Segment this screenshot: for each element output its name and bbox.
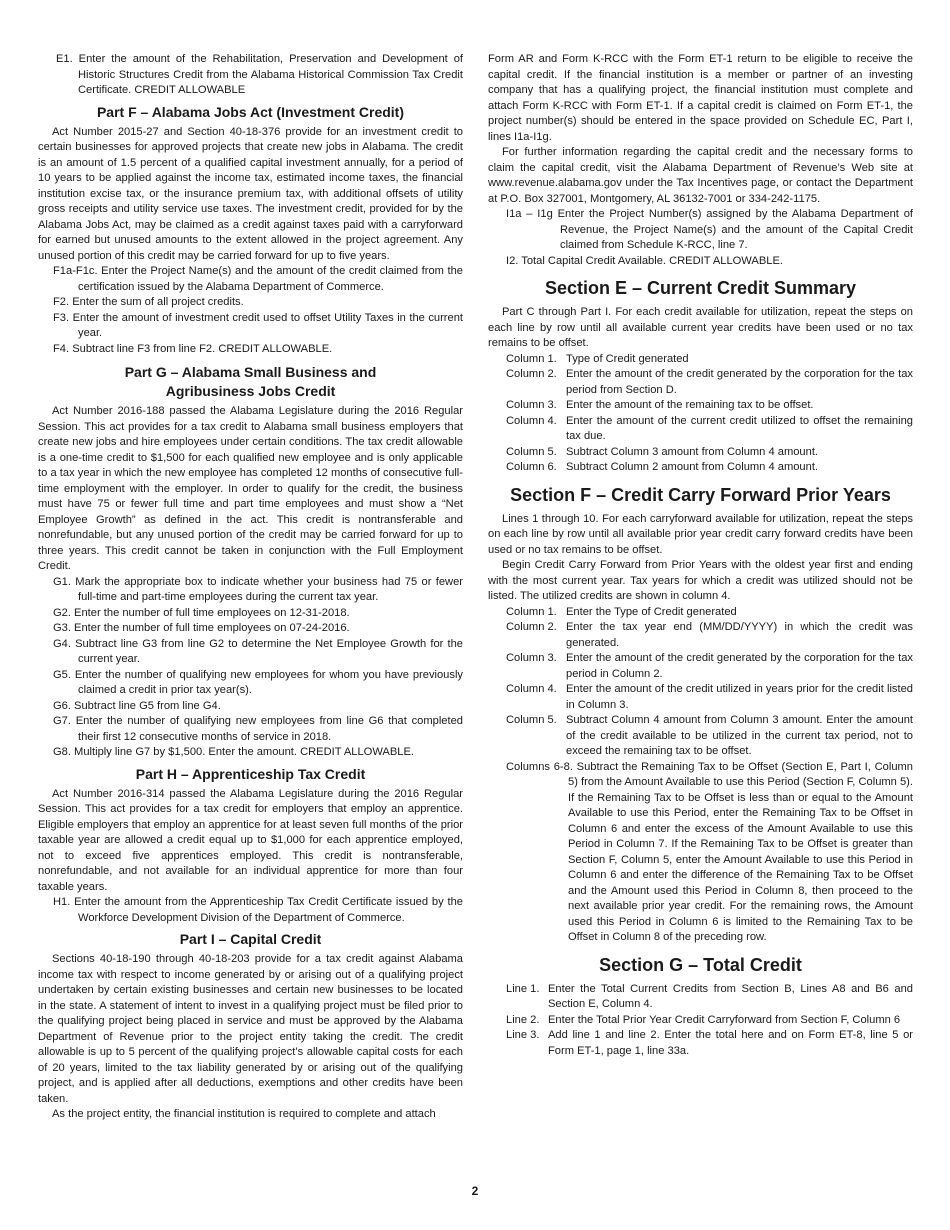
column-label: Column 4. (506, 683, 557, 695)
e1-item: E1. Enter the amount of the Rehabilitation, Preservation and Development of Historic Structures Credit from the Alabama Historical Commission Tax Credit Certificate. CREDIT ALLOWABLE (56, 53, 463, 96)
section-f-column-5 (506, 713, 913, 760)
part-f-title: Part F – Alabama Jobs Act (Investment Credit) (96, 103, 405, 120)
i2-item: I2. Total Capital Credit Available. CREDIT ALLOWABLE. (506, 254, 783, 267)
section-f-title: Section F – Credit Carry Forward Prior Years (510, 484, 891, 505)
column-text: Type of Credit generated (566, 352, 689, 365)
column-text: Enter the Type of Credit generated (566, 605, 737, 618)
section-e-column-6 (506, 460, 913, 476)
column-text: Subtract Column 2 amount from Column 4 amount. (566, 461, 819, 473)
section-g-title: Section G – Total Credit (599, 954, 802, 975)
section-e-title: Section E – Current Credit Summary (544, 278, 857, 298)
section-g-line-3 (506, 1028, 913, 1059)
column-text: Enter the amount of the credit generated by the corporation for the tax period from Section D. (566, 368, 913, 396)
column-label: Column 6. (506, 461, 557, 473)
column-label: Column 2. (506, 368, 557, 380)
section-f-column-1 (506, 605, 913, 621)
part-g-title (38, 363, 463, 401)
part-g-item-1: G1. Mark the appropriate box to indicate whether your business had 75 or fewer full-time and part-time employees during the current tax year. (53, 575, 463, 603)
part-g-item-6: G6. Subtract line G5 from line G4. (53, 699, 221, 712)
section-g-line-1 (506, 982, 913, 1013)
part-i-paragraph-2: As the project entity, the financial institution is required to complete and attach (52, 1108, 436, 1120)
part-i-paragraph-1: Sections 40-18-190 through 40-18-203 provide for a tax credit against Alabama income tax with respect to income generated by or arising out of a qualifying project undertaken by certain existing businesses and certain new businesses to be located in the state. A statement of intent to invest in a qualifying project must be filed prior to the qualifying project being placed in service and must be approved by the Alabama Department of Revenue prior to the project entity taking the credit. The credit allowable is up to 5 percent of the qualifying project’s allowable capital costs for each of 20 years, limited to the tax liability generated by or arising out of the qualifying project, and is applied after all deductions, exemptions and other credits have been taken. (38, 953, 463, 1105)
section-f-columns-6-8: Columns 6-8. Subtract the Remaining Tax to be Offset (Section E, Part I, Column 5) from the Amount Available to use this Period (Section F, Column 5). If the Remaining Tax to be Offset is less than or equal to the Amount Available to use this Period, enter the Remaining Tax to be Offset in Column 6 and enter the excess of the Amount Available to use this Period in Column 7. If the Remaining Tax to be Offset is greater than Section F, Column 5, enter the Amount Available to use this Period in Column 6 and enter the difference of the Remaining Tax to be Offset and the Amount used this Period in Column 8, then proceed to the next available prior year credit. For the remaining rows, the Amount used this Period in Column 6 is limited to the Remaining Tax to be Offset in Column 8 of the preceding row. (506, 760, 913, 943)
part-f-item-1: F1a-F1c. Enter the Project Name(s) and the amount of the credit claimed from the certification issued by the Alabama Department of Commerce. (53, 265, 463, 293)
capital-credit-info: For further information regarding the capital credit and the necessary forms to claim the capital credit, visit the Alabama Department of Revenue’s Web site at www.revenue.alabama.gov under the Tax Incentives page, or contact the Department at P.O. Box 327001, Montgomery, AL 36132-7001 or 334-242-1175. (488, 146, 913, 205)
line-text: Enter the Total Prior Year Credit Carryforward from Section F, Column 6 (548, 1013, 901, 1026)
section-f-paragraph-1: Lines 1 through 10. For each carryforward available for utilization, repeat the steps on each line by row until all available prior year credit carry forward credits have been used or no tax remains to be offset. (488, 512, 913, 556)
part-g-paragraph: Act Number 2016-188 passed the Alabama Legislature during the 2016 Regular Session. This act provides for a tax credit to Alabama small business employers that create new jobs and hire employees under certain conditions. The tax credit allowable is a one-time credit to $1,500 for each qualified new employee and is only applicable to a tax year in which the new employee has completed 12 months of consecutive full-time employment with the employer. In order to qualify for the credit, the business must have 75 or fewer full time and part time employees and must show a “Net Employee Growth” as defined in the act. This credit is nontransferable and nonrefundable, but any unused portion of the credit may be carried forward for up to three years. This credit cannot be taken in conjunction with the Full Employment Credit. (38, 405, 463, 572)
i1-item: I1a – I1g Enter the Project Number(s) assigned by the Alabama Department of Revenue, the Project Name(s) and the amount of the Capital Credit claimed from Schedule K-RCC, line 7. (506, 208, 913, 251)
column-label: Column 1. (506, 605, 557, 618)
part-g-item-4: G4. Subtract line G3 from line G2 to determine the Net Employee Growth for the current year. (53, 637, 463, 665)
capital-credit-continuation: Form AR and Form K-RCC with the Form ET-1 return to be eligible to receive the capital credit. If the financial institution is a member or partner of an investing company that has a qualifying project, the financial institution must complete and attach Form K-RCC with Form ET-1. If a capital credit is claimed on Form ET-1, the project number(s) should be entered in the space provided on Schedule EC, Part I, lines I1a-I1g. (488, 53, 913, 143)
part-f-item-4: F4. Subtract line F3 from line F2. CREDIT ALLOWABLE. (53, 342, 333, 355)
column-text: Enter the amount of the credit utilized in years prior for the credit listed in Column 3. (566, 683, 913, 711)
section-f-column-2 (506, 620, 913, 651)
part-g-item-8: G8. Multiply line G7 by $1,500. Enter the amount. CREDIT ALLOWABLE. (53, 746, 415, 758)
right-column (488, 52, 913, 1059)
column-text: Enter the tax year end (MM/DD/YYYY) in which the credit was generated. (566, 621, 913, 649)
section-e-column-3 (506, 398, 913, 414)
section-f-column-4 (506, 682, 913, 713)
column-text: Enter the amount of the credit generated by the corporation for the tax period in Column 2. (566, 652, 913, 680)
part-f-paragraph: Act Number 2015-27 and Section 40-18-376 provide for an investment credit to certain businesses for approved projects that create new jobs in Alabama. The credit is an amount of 1.5 percent of a qualified capital investment annually, for a period of 10 years to be applied against the income tax, estimated income taxes, the financial institution excise tax, or the insurance premium tax, with additional offsets of utility gross receipts and utility service use taxes. The investment credit, provided for by the Alabama Jobs Act, may be claimed as a credit against taxes paid with a carryforward for earned but unused amounts to the extent allowed in the project agreement. Any unused portion of this credit may be carried forward for up to five years. (38, 125, 463, 262)
column-text: Subtract Column 3 amount from Column 4 amount. (566, 445, 819, 458)
part-h-title: Part H – Apprenticeship Tax Credit (135, 765, 366, 782)
part-g-item-2: G2. Enter the number of full time employees on 12-31-2018. (53, 606, 350, 619)
line-label: Line 2. (506, 1013, 540, 1026)
column-label: Column 4. (506, 414, 557, 427)
part-g-title-line1: Part G – Alabama Small Business and (124, 364, 377, 380)
line-label: Line 3. (506, 1029, 540, 1041)
section-f-paragraph-2: Begin Credit Carry Forward from Prior Years with the oldest year first and ending with the most current year. Tax years for which a credit was utilized should not be listed. The utilized credits are shown in column 4. (488, 559, 913, 602)
column-label: Column 3. (506, 652, 557, 664)
column-label: Column 3. (506, 399, 557, 411)
part-h-item-1: H1. Enter the amount from the Apprenticeship Tax Credit Certificate issued by the Workforce Development Division of the Department of Commerce. (53, 896, 463, 924)
part-f-item-2: F2. Enter the sum of all project credits. (53, 296, 244, 308)
column-label: Column 5. (506, 714, 557, 726)
page-number: 2 (471, 1184, 479, 1198)
part-i-title: Part I – Capital Credit (179, 931, 322, 947)
section-g-line-2 (506, 1013, 913, 1029)
column-label: Column 2. (506, 621, 557, 633)
line-text: Add line 1 and line 2. Enter the total here and on Form ET-8, line 5 or Form ET-1, page 1, line 33a. (548, 1029, 913, 1057)
section-e-column-2 (506, 367, 913, 398)
section-e-column-4 (506, 414, 913, 445)
left-column (38, 52, 463, 1123)
column-label: Column 1. (506, 352, 557, 365)
part-h-paragraph: Act Number 2016-314 passed the Alabama Legislature during the 2016 Regular Session. This act provides for a tax credit for employers that employ an apprentice. Eligible employers that employ an apprentice for at least seven full months of the prior taxable year are allowed a credit equal up to $1,000 for each apprentice employed, not to exceed five apprentices employed. This credit is nontransferable, nonrefundable, and not available for an individual apprentice for more than four taxable years. (38, 787, 463, 893)
part-g-item-5: G5. Enter the number of qualifying new employees for whom you have previously claimed a credit in prior tax year(s). (53, 668, 463, 696)
column-text: Enter the amount of the remaining tax to be offset. (566, 399, 814, 411)
column-text: Enter the amount of the current credit utilized to offset the remaining tax due. (566, 414, 913, 442)
line-label: Line 1. (506, 982, 540, 995)
section-f-column-3 (506, 651, 913, 682)
section-e-column-1 (506, 352, 913, 368)
part-f-item-3: F3. Enter the amount of investment credit used to offset Utility Taxes in the current year. (53, 311, 463, 339)
part-g-title-line2: Agribusiness Jobs Credit (165, 383, 336, 399)
section-e-paragraph: Part C through Part I. For each credit available for utilization, repeat the steps on each line by row until all available current year credits have been used or no tax remains to be offset. (488, 306, 913, 349)
column-label: Column 5. (506, 445, 557, 458)
part-g-item-3: G3. Enter the number of full time employees on 07-24-2016. (53, 622, 350, 634)
section-e-column-5 (506, 445, 913, 461)
column-text: Subtract Column 4 amount from Column 3 amount. Enter the amount of the credit available to be utilized in the current tax period, not to exceed the remaining tax to be offset. (566, 714, 913, 757)
line-text: Enter the Total Current Credits from Section B, Lines A8 and B6 and Section E, Column 4. (548, 982, 913, 1010)
part-g-item-7: G7. Enter the number of qualifying new employees from line G6 that completed their first 12 consecutive months of service in 2018. (53, 715, 463, 743)
